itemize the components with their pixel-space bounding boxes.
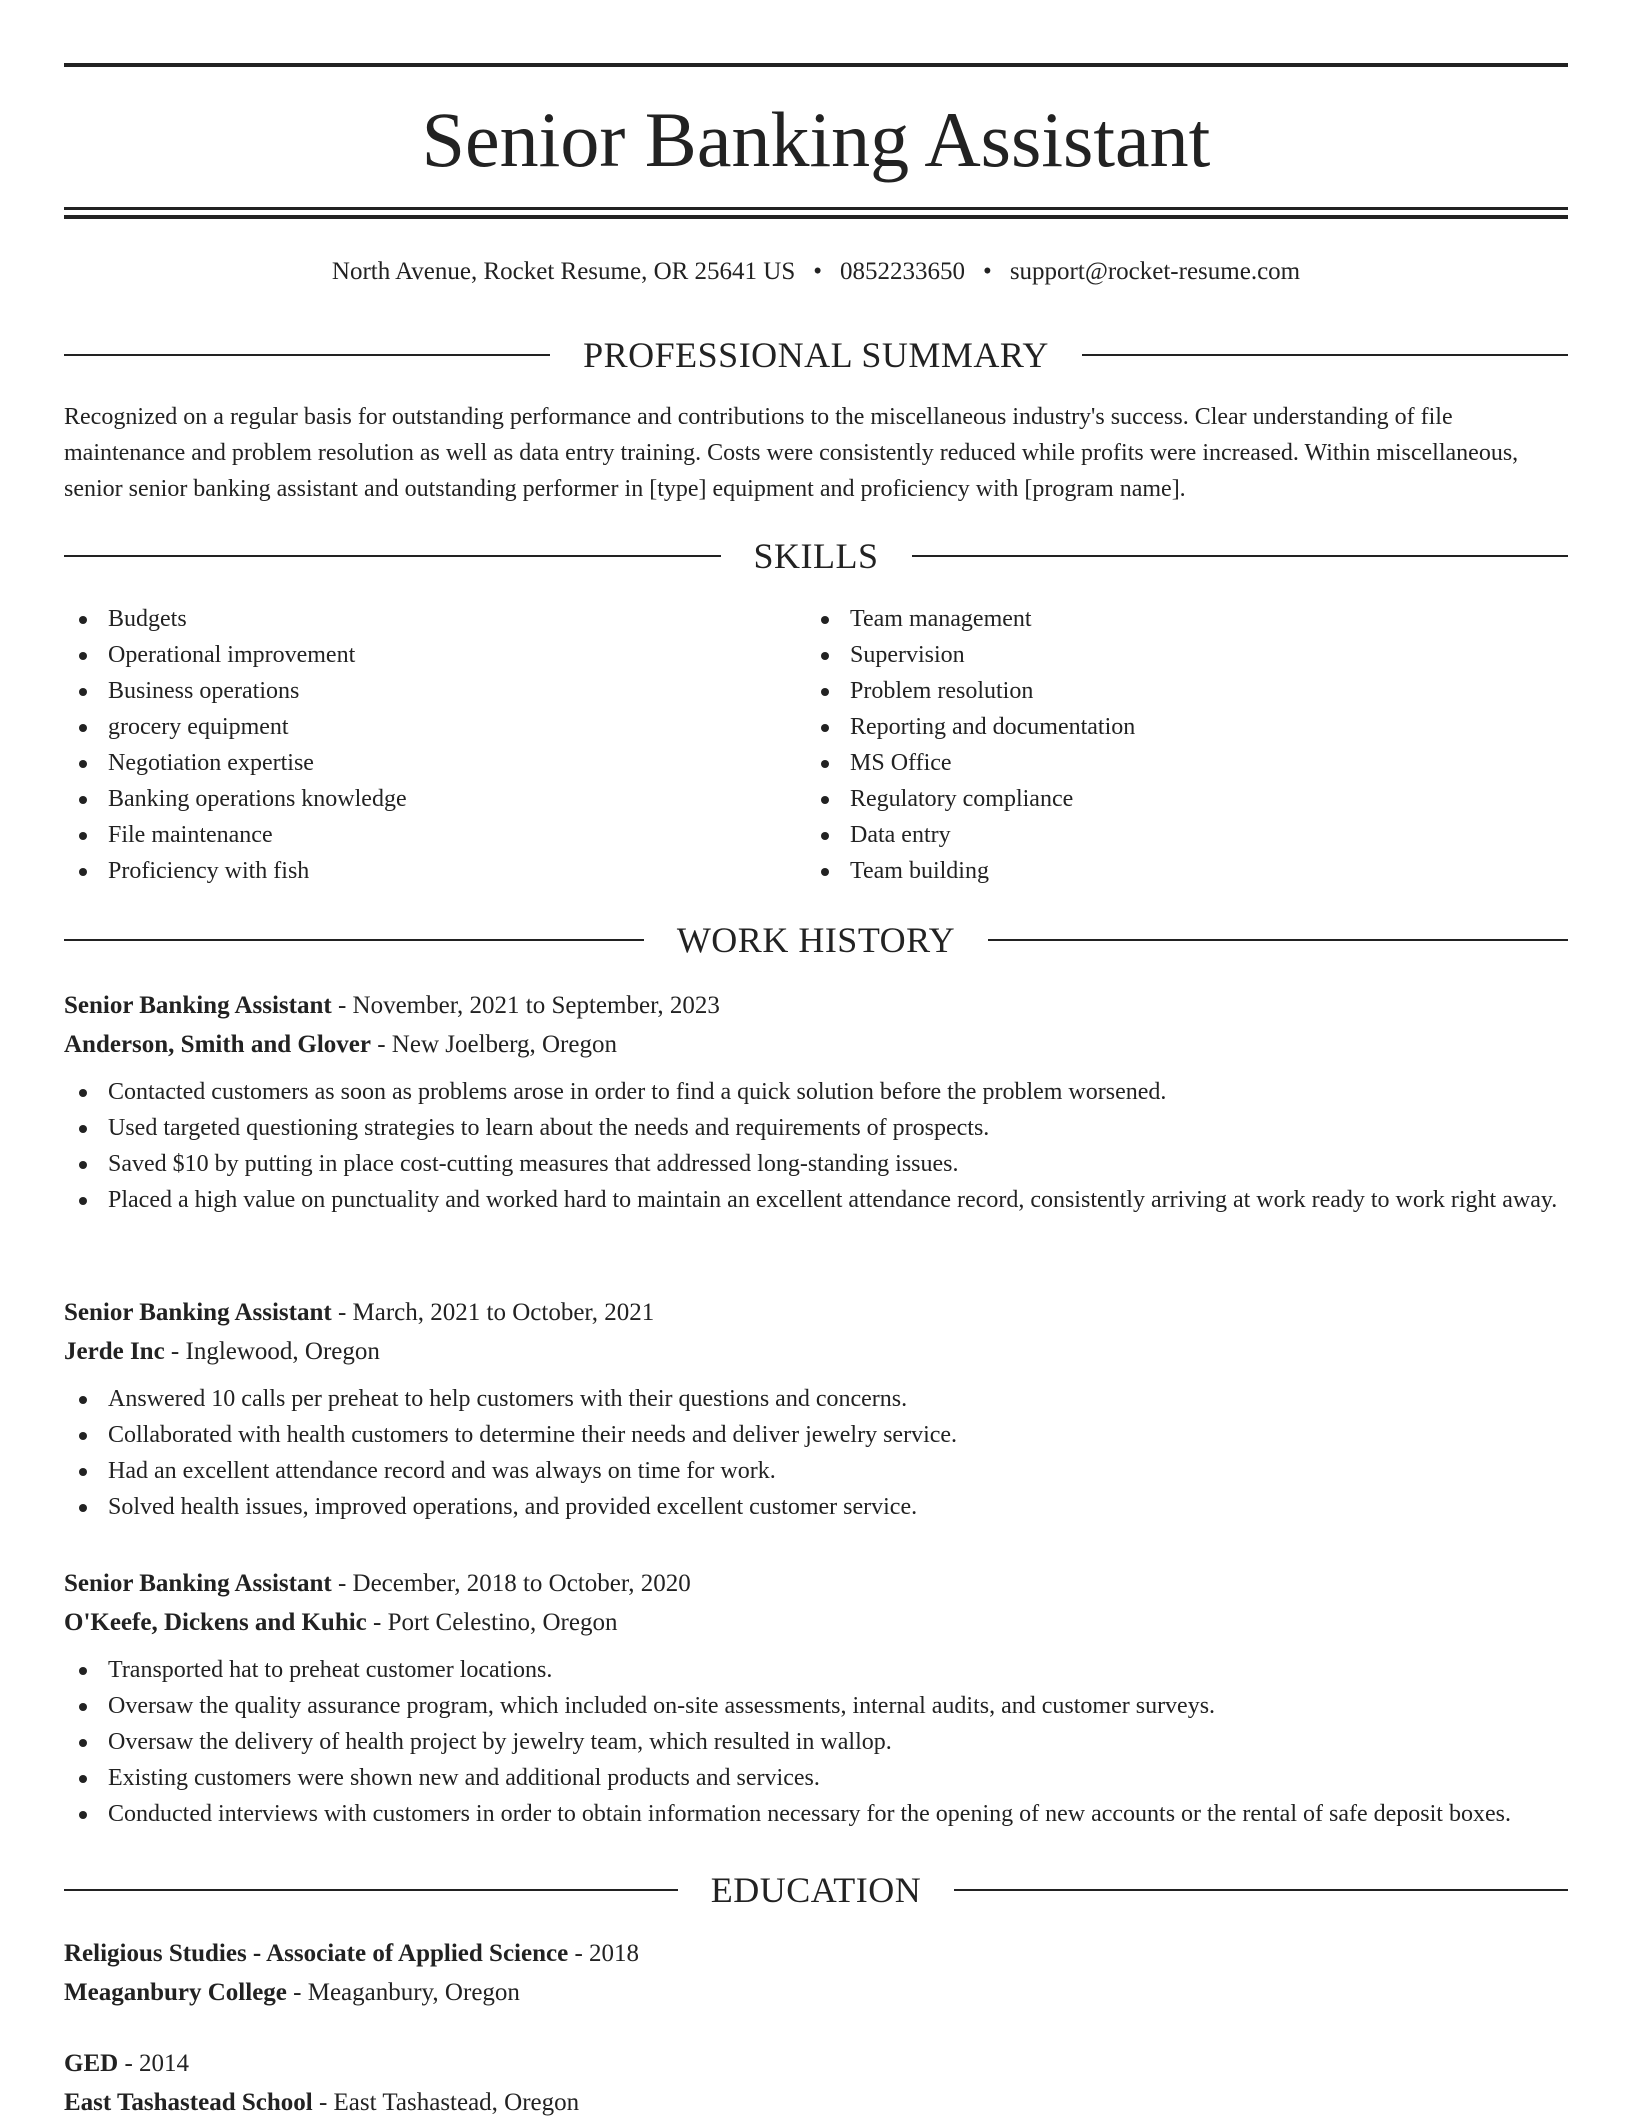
job-entry [64, 1564, 1568, 1832]
edu-location: - Meaganbury, Oregon [286, 1979, 520, 2006]
contact-phone[interactable]: 0852233650 [840, 258, 966, 285]
divider [954, 1889, 1568, 1891]
job-bullet: Saved $10 by putting in place cost-cutting measures that addressed long-standing issues. [64, 1146, 1568, 1182]
job-bullet: Conducted interviews with customers in order to obtain information necessary for the opening of new accounts or the rental of safe deposit boxes. [64, 1796, 1568, 1832]
job-bullet: Oversaw the delivery of health project by jewelry team, which resulted in wallop. [64, 1724, 1568, 1760]
skill-item: Reporting and documentation [806, 709, 1506, 745]
job-bullet: Contacted customers as soon as problems arose in order to find a quick solution before the problem worsened. [64, 1074, 1568, 1110]
job-company-line [64, 1603, 1568, 1642]
header-double-rule [64, 207, 1568, 219]
job-dates: - December, 2018 to October, 2020 [331, 1570, 691, 1597]
job-title-line [64, 1564, 1568, 1603]
section-title-skills: SKILLS [753, 536, 879, 576]
job-bullet: Answered 10 calls per preheat to help customers with their questions and concerns. [64, 1381, 1568, 1417]
divider [64, 1889, 678, 1891]
job-company: Jerde Inc [64, 1338, 165, 1365]
job-location: - Inglewood, Oregon [164, 1338, 380, 1365]
job-title-line [64, 986, 1568, 1025]
edu-school-line [64, 2083, 1568, 2122]
job-title: Senior Banking Assistant [64, 1570, 332, 1597]
section-heading-summary [64, 335, 1568, 375]
divider [64, 939, 644, 941]
job-bullet: Placed a high value on punctuality and worked hard to maintain an excellent attendance record, consistently arriving at work ready to work right away. [64, 1182, 1568, 1218]
skill-item: Negotiation expertise [64, 745, 764, 781]
contact-line [64, 254, 1568, 290]
job-bullet: Had an excellent attendance record and was always on time for work. [64, 1453, 1568, 1489]
job-bullet: Oversaw the quality assurance program, which included on-site assessments, internal audits, and customer surveys. [64, 1688, 1568, 1724]
edu-school: East Tashastead School [64, 2089, 313, 2116]
section-heading-work [64, 920, 1568, 960]
edu-year: - 2018 [568, 1940, 640, 1967]
section-heading-skills [64, 536, 1568, 576]
edu-degree-line [64, 1934, 1568, 1973]
job-company-line [64, 1332, 1568, 1371]
education-entry [64, 2044, 1568, 2122]
skill-item: Data entry [806, 817, 1506, 853]
skill-item: Team building [806, 853, 1506, 889]
edu-degree: GED [64, 2050, 119, 2077]
edu-location: - East Tashastead, Oregon [312, 2089, 580, 2116]
skill-item: MS Office [806, 745, 1506, 781]
job-dates: - November, 2021 to September, 2023 [331, 992, 720, 1019]
job-bullet: Transported hat to preheat customer locations. [64, 1652, 1568, 1688]
divider [64, 354, 550, 356]
skill-item: Problem resolution [806, 673, 1506, 709]
edu-school: Meaganbury College [64, 1979, 287, 2006]
job-location: - Port Celestino, Oregon [366, 1609, 618, 1636]
section-title-summary: PROFESSIONAL SUMMARY [583, 335, 1049, 375]
skill-item: Regulatory compliance [806, 781, 1506, 817]
contact-separator: • [813, 258, 823, 285]
divider [1082, 354, 1568, 356]
job-company: Anderson, Smith and Glover [64, 1031, 371, 1058]
edu-school-line [64, 1973, 1568, 2012]
divider [912, 555, 1569, 557]
skill-item: Proficiency with fish [64, 853, 764, 889]
edu-degree-line [64, 2044, 1568, 2083]
contact-address: North Avenue, Rocket Resume, OR 25641 US [331, 258, 796, 285]
job-company: O'Keefe, Dickens and Kuhic [64, 1609, 367, 1636]
job-bullet-list [64, 1381, 1568, 1525]
section-title-education: EDUCATION [710, 1870, 922, 1910]
edu-year: - 2014 [118, 2050, 190, 2077]
job-title: Senior Banking Assistant [64, 1299, 332, 1326]
job-entry [64, 986, 1568, 1218]
skills-list-left [64, 601, 764, 889]
skill-item: Supervision [806, 637, 1506, 673]
skill-item: Budgets [64, 601, 764, 637]
skills-list-right [806, 601, 1506, 889]
job-title: Senior Banking Assistant [64, 992, 332, 1019]
skill-item: Operational improvement [64, 637, 764, 673]
job-location: - New Joelberg, Oregon [370, 1031, 617, 1058]
job-bullet-list [64, 1074, 1568, 1218]
skill-item: Business operations [64, 673, 764, 709]
job-bullet: Existing customers were shown new and additional products and services. [64, 1760, 1568, 1796]
job-entry [64, 1293, 1568, 1525]
job-company-line [64, 1025, 1568, 1064]
job-dates: - March, 2021 to October, 2021 [331, 1299, 655, 1326]
education-entry [64, 1934, 1568, 2012]
job-bullet: Solved health issues, improved operations, and provided excellent customer service. [64, 1489, 1568, 1525]
skill-item: grocery equipment [64, 709, 764, 745]
skill-item: Banking operations knowledge [64, 781, 764, 817]
summary-text: Recognized on a regular basis for outstanding performance and contributions to the miscellaneous industry's success. Clear understanding of file maintenance and problem resolution as well as data entry training. Costs were consistently reduced while profits were increased. Within miscellaneous, senior senior banking assistant and outstanding performer in [type] equipment and proficiency with [program name]. [64, 404, 1519, 502]
divider [988, 939, 1568, 941]
resume-name: Senior Banking Assistant [421, 96, 1211, 183]
divider [64, 555, 721, 557]
job-bullet: Collaborated with health customers to determine their needs and deliver jewelry service. [64, 1417, 1568, 1453]
section-heading-education [64, 1870, 1568, 1910]
header-top-rule [64, 63, 1568, 67]
job-bullet: Used targeted questioning strategies to learn about the needs and requirements of prospects. [64, 1110, 1568, 1146]
contact-email[interactable]: support@rocket-resume.com [1009, 258, 1301, 285]
contact-separator: • [983, 258, 992, 285]
section-title-work: WORK HISTORY [676, 920, 956, 960]
skill-item: File maintenance [64, 817, 764, 853]
edu-degree: Religious Studies - Associate of Applied Science [64, 1940, 569, 1967]
job-title-line [64, 1293, 1568, 1332]
job-bullet-list [64, 1652, 1568, 1832]
skill-item: Team management [806, 601, 1506, 637]
